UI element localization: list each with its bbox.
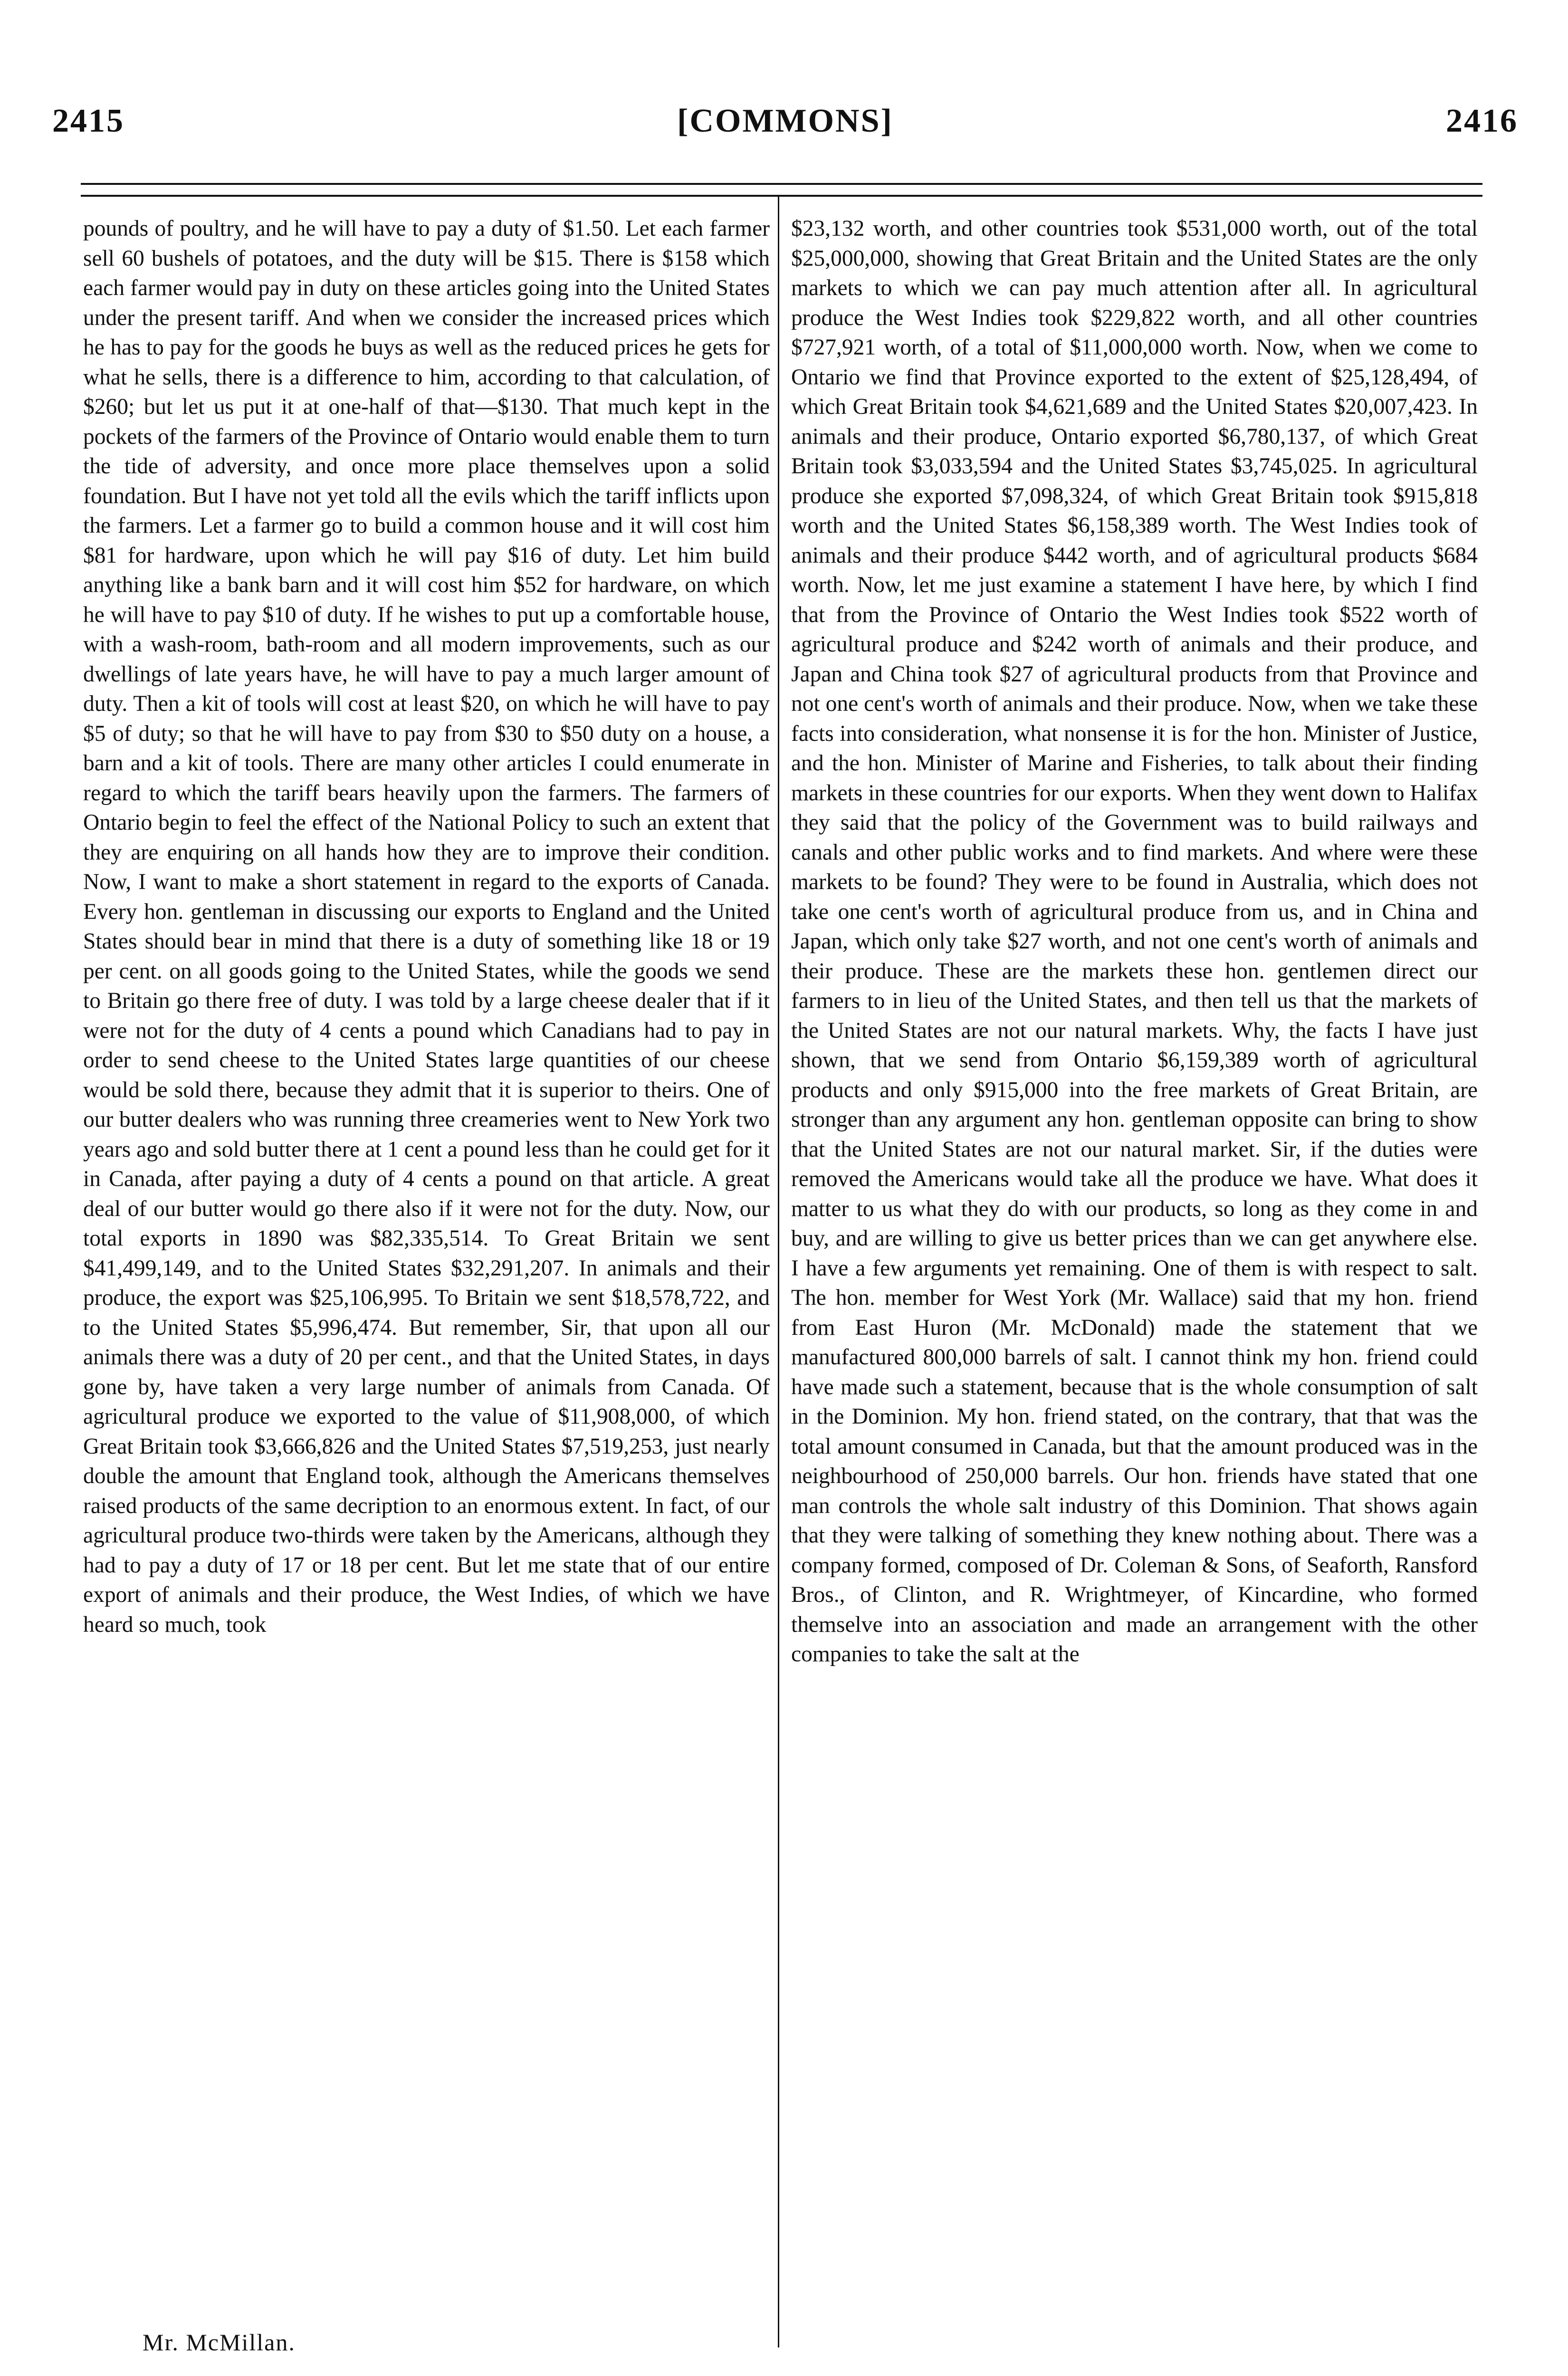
header-rule-top [81,183,1482,185]
page-number-right: 2416 [1446,103,1518,139]
speaker-attribution: Mr. McMillan. [143,2329,296,2356]
column-divider [778,195,779,2347]
header-rule-bottom [81,195,1482,197]
left-column-text: pounds of poultry, and he will have to pay a duty of $1.50. Let each farmer sell 60 bushels of potatoes, and the duty will be $15. There is $158 which each farmer would pay in duty on these articles going into the United States under the present tariff. And when we consider the increased prices which he has to pay for the goods he buys as well as the reduced prices he gets for what he sells, there is a difference to him, according to that calculation, of $260; but let us put it at one-half of that—$130. That much kept in the pockets of the farmers of the Province of Ontario would enable them to turn the tide of adversity, and once more place themselves upon a solid foundation. But I have not yet told all the evils which the tariff inflicts upon the farmers. Let a farmer go to build a common house and it will cost him $81 for hardware, upon which he will pay $16 of duty. Let him build anything like a bank barn and it will cost him $52 for hardware, on which he will have to pay $10 of duty. If he wishes to put up a comfortable house, with a wash-room, bath-room and all modern improvements, such as our dwellings of late years have, he will have to pay a much larger amount of duty. Then a kit of tools will cost at least $20, on which he will have to pay $5 of duty; so that he will have to pay from $30 to $50 duty on a house, a barn and a kit of tools. There are many other articles I could enumerate in regard to which the tariff bears heavily upon the farmers. The farmers of Ontario begin to feel the effect of the National Policy to such an extent that they are enquiring on all hands how they are to improve their condition. Now, I want to make a short statement in regard to the exports of Canada. Every hon. gentleman in discussing our exports to England and the United States should bear in mind that there is a duty of something like 18 or 19 per cent. on all goods going to the United States, while the goods we send to Britain go there free of duty. I was told by a large cheese dealer that if it were not for the duty of 4 cents a pound which Canadians had to pay in order to send cheese to the United States large quantities of our cheese would be sold there, because they admit that it is superior to theirs. One of our butter dealers who was running three creameries went to New York two years ago and sold butter there at 1 cent a pound less than he could get for it in Canada, after paying a duty of 4 cents a pound on that article. A great deal of our butter would go there also if it were not for the duty. Now, our total exports in 1890 was $82,335,514. To Great Britain we sent $41,499,149, and to the United States $32,291,207. In animals and their produce, the export was $25,106,995. To Britain we sent $18,578,722, and to the United States $5,996,474. But remember, Sir, that upon all our animals there was a duty of 20 per cent., and that the United States, in days gone by, have taken a very large number of animals from Canada. Of agricultural produce we exported to the value of $11,908,000, of which Great Britain took $3,666,826 and the United States $7,519,253, just nearly double the amount that England took, although the Americans themselves raised products of the same decription to an enormous extent. In fact, of our agricultural produce two-thirds were taken by the Americans, although they had to pay a duty of 17 or 18 per cent. But let me state that of our entire export of animals and their produce, the West Indies, of which we have heard so much, took [83,216,770,1637]
page-title: [COMMONS] [677,103,893,139]
page-header [52,102,1518,154]
right-column-text: $23,132 worth, and other countries took $531,000 worth, out of the total $25,000,000, showing that Great Britain and the United States are the only markets to which we can pay much attention after all. In agricultural produce the West Indies took $229,822 worth, and all other countries $727,921 worth, of a total of $11,000,000 worth. Now, when we come to Ontario we find that Province exported to the extent of $25,128,494, of which Great Britain took $4,621,689 and the United States $20,007,423. In animals and their produce, Ontario exported $6,780,137, of which Great Britain took $3,033,594 and the United States $3,745,025. In agricultural produce she exported $7,098,324, of which Great Britain took $915,818 worth and the United States $6,158,389 worth. The West Indies took of animals and their produce $442 worth, and of agricultural products $684 worth. Now, let me just examine a statement I have here, by which I find that from the Province of Ontario the West Indies took $522 worth of agricultural produce and $242 worth of animals and their produce, and Japan and China took $27 of agricultural products from that Province and not one cent's worth of animals and their produce. Now, when we take these facts into consideration, what nonsense it is for the hon. Minister of Justice, and the hon. Minister of Marine and Fisheries, to talk about their finding markets in these countries for our exports. When they went down to Halifax they said that the policy of the Government was to build railways and canals and other public works and to find markets. And where were these markets to be found? They were to be found in Australia, which does not take one cent's worth of agricultural produce from us, and in China and Japan, which only take $27 worth, and not one cent's worth of animals and their produce. These are the markets these hon. gentlemen direct our farmers to in lieu of the United States, and then tell us that the markets of the United States are not our natural markets. Why, the facts I have just shown, that we send from Ontario $6,159,389 worth of agricultural products and only $915,000 into the free markets of Great Britain, are stronger than any argument any hon. gentleman opposite can bring to show that the United States are not our natural market. Sir, if the duties were removed the Americans would take all the produce we have. What does it matter to us what they do with our products, so long as they come in and buy, and are willing to give us better prices than we can get anywhere else. I have a few arguments yet remaining. One of them is with respect to salt. The hon. member for West York (Mr. Wallace) said that my hon. friend from East Huron (Mr. McDonald) made the statement that we manufactured 800,000 barrels of salt. I cannot think my hon. friend could have made such a statement, because that is the whole consumption of salt in the Dominion. My hon. friend stated, on the contrary, that that was the total amount consumed in Canada, but that the amount produced was in the neighbourhood of 250,000 barrels. Our hon. friends have stated that one man controls the whole salt industry of this Dominion. That shows again that they were talking of something they knew nothing about. There was a company formed, composed of Dr. Coleman & Sons, of Seaforth, Ransford Bros., of Clinton, and R. Wrightmeyer, of Kincardine, who formed themselve into an association and made an arrangement with the other companies to take the salt at the [791,216,1478,1667]
page-number-left: 2415 [52,103,124,139]
left-column [83,214,770,2328]
right-column [791,214,1478,2328]
